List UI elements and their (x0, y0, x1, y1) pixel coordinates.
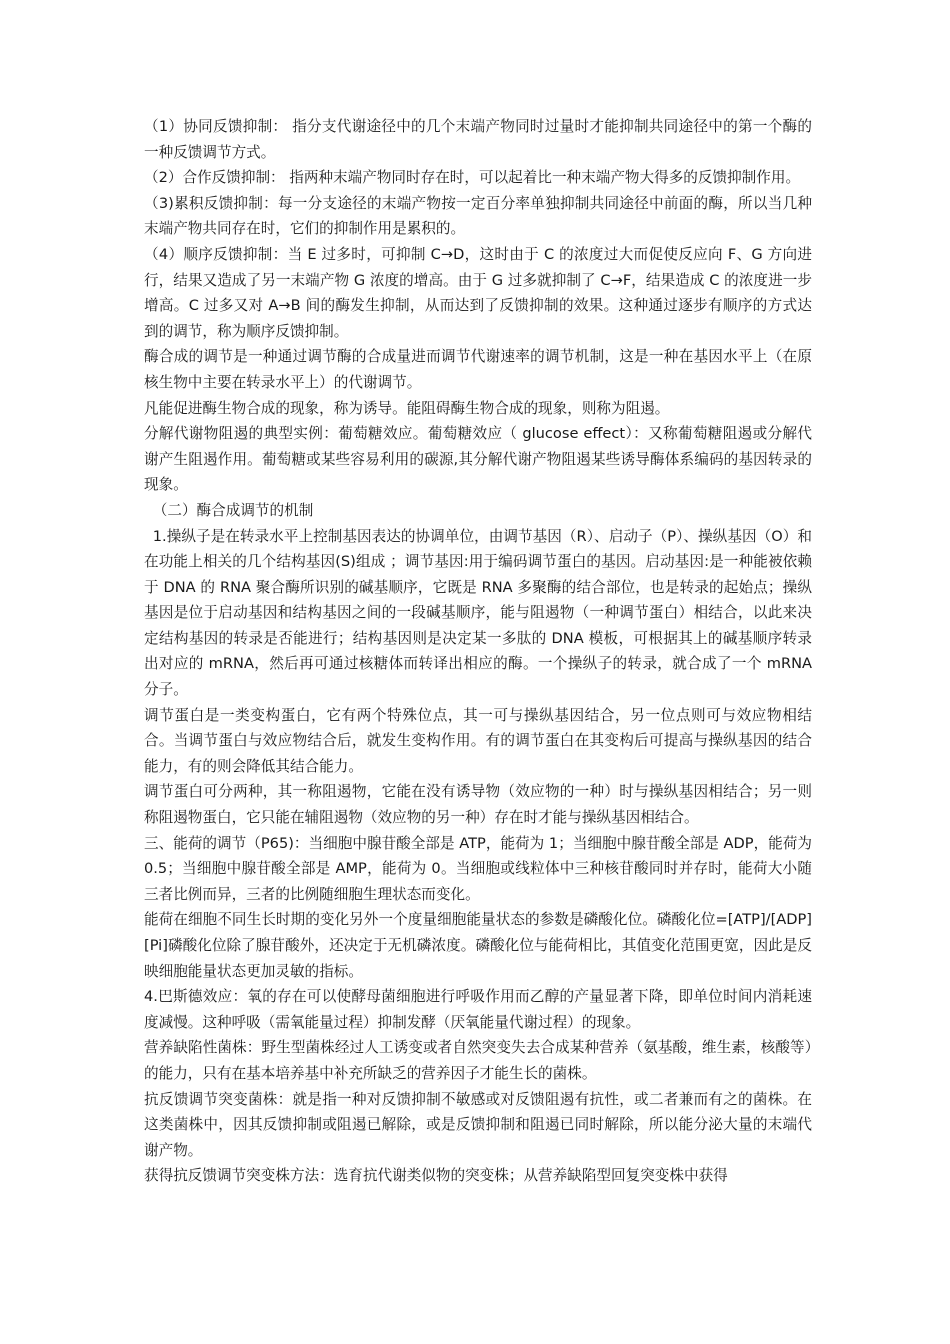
document-body (144, 114, 812, 1189)
paragraph-auxotrophic-strain: 营养缺陷性菌株：野生型菌株经过人工诱变或者自然突变失去合成某种营养（氨基酸，维生素，核酸等）的能力，只有在基本培养基中补充所缺乏的营养因子才能生长的菌株。 (144, 1039, 812, 1082)
paragraph-enzyme-synthesis-regulation: 酶合成的调节是一种通过调节酶的合成量进而调节代谢速率的调节机制，这是一种在基因水平上（在原核生物中主要在转录水平上）的代谢调节。 (144, 348, 812, 391)
paragraph-cooperative-feedback-inhibition: （1）协同反馈抑制： 指分支代谢途径中的几个末端产物同时过量时才能抑制共同途径中的第一个酶的一种反馈调节方式。 (144, 118, 812, 161)
paragraph-sequential-feedback-inhibition: （4）顺序反馈抑制：当 E 过多时，可抑制 C→D，这时由于 C 的浓度过大而促使反应向 F、G 方向进行，结果又造成了另一末端产物 G 浓度的增高。由于 G 过多就抑制了 C→F，结果造成 C 的浓度进一步增高。C 过多又对 A→B 间的酶发生抑制，从而达到了反馈抑制的效果。这种通过逐步有顺序的方式达到的调节，称为顺序反馈抑制。 (144, 245, 812, 340)
paragraph-feedback-resistant-strain: 抗反馈调节突变菌株：就是指一种对反馈抑制不敏感或对反馈阻遏有抗性，或二者兼而有之的菌株。在这类菌株中，因其反馈抑制或阻遏已解除，或是反馈抑制和阻遏已同时解除，所以能分泌大量的末端代谢产物。 (144, 1090, 812, 1159)
paragraph-obtaining-method: 获得抗反馈调节突变株方法：选育抗代谢类似物的突变株；从营养缺陷型回复突变株中获得 (144, 1167, 728, 1185)
paragraph-glucose-effect: 分解代谢物阻遏的典型实例：葡萄糖效应。葡萄糖效应（ glucose effect）：又称葡萄糖阻遏或分解代谢产生阻遏作用。葡萄糖或某些容易利用的碳源,其分解代谢产物阻遏某些诱导酶体系编码的基因转录的现象。 (144, 425, 812, 494)
paragraph-cumulative-feedback-inhibition: （3)累积反馈抑制：每一分支途径的末端产物按一定百分率单独抑制共同途径中前面的酶，所以当几种末端产物共同存在时，它们的抑制作用是累积的。 (144, 194, 812, 238)
paragraph-regulatory-protein-types: 调节蛋白可分两种，其一称阻遏物，它能在没有诱导物（效应物的一种）时与操纵基因相结合；另一则称阻遏物蛋白，它只能在辅阻遏物（效应物的另一种）存在时才能与操纵基因相结合。 (144, 783, 812, 827)
paragraph-pasteur-effect: 4.巴斯德效应：氧的存在可以使酵母菌细胞进行呼吸作用而乙醇的产量显著下降，即单位时间内消耗速度减慢。这种呼吸（需氧能量过程）抑制发酵（厌氧能量代谢过程）的现象。 (144, 988, 812, 1031)
paragraph-operon: 1.操纵子是在转录水平上控制基因表达的协调单位，由调节基因（R）、启动子（P）、操纵基因（O）和在功能上相关的几个结构基因(S)组成 ；调节基因:用于编码调节蛋白的基因。启动基因:是一种能被依赖于 DNA 的 RNA 聚合酶所识别的碱基顺序，它既是 RNA 多聚酶的结合部位，也是转录的起始点；操纵基因是位于启动基因和结构基因之间的一段碱基顺序，能与阻遏物（一种调节蛋白）相结合，以此来决定结构基因的转录是否能进行；结构基因则是决定某一多肽的 DNA 模板，可根据其上的碱基顺序转录出对应的 mRNA，然后再可通过核糖体而转译出相应的酶。一个操纵子的转录，就合成了一个 mRNA 分子。 (144, 527, 812, 699)
section-heading-mechanism: （二）酶合成调节的机制 (152, 501, 314, 519)
paragraph-synergistic-feedback-inhibition: （2）合作反馈抑制： 指两种末端产物同时存在时，可以起着比一种末端产物大得多的反馈抑制作用。 (144, 169, 801, 187)
paragraph-induction-repression: 凡能促进酶生物合成的现象，称为诱导。能阻碍酶生物合成的现象，则称为阻遏。 (144, 399, 670, 417)
paragraph-regulatory-protein: 调节蛋白是一类变构蛋白，它有两个特殊位点，其一可与操纵基因结合，另一位点则可与效应物相结合。当调节蛋白与效应物结合后，就发生变构作用。有的调节蛋白在其变构后可提高与操纵基因的结合能力，有的则会降低其结合能力。 (144, 706, 812, 775)
paragraph-phosphorylation-potential: 能荷在细胞不同生长时期的变化另外一个度量细胞能量状态的参数是磷酸化位。磷酸化位=[ATP]/[ADP][Pi]磷酸化位除了腺苷酸外，还决定于无机磷浓度。磷酸化位与能荷相比，其值变化范围更宽，因此是反映细胞能量状态更加灵敏的指标。 (144, 911, 812, 980)
paragraph-energy-charge: 三、能荷的调节（P65)：当细胞中腺苷酸全部是 ATP，能荷为 1；当细胞中腺苷酸全部是 ADP，能荷为 0.5；当细胞中腺苷酸全部是 AMP，能荷为 0。当细胞或线粒体中三种核苷酸同时并存时，能荷大小随三者比例而异，三者的比例随细胞生理状态而变化。 (144, 834, 812, 903)
